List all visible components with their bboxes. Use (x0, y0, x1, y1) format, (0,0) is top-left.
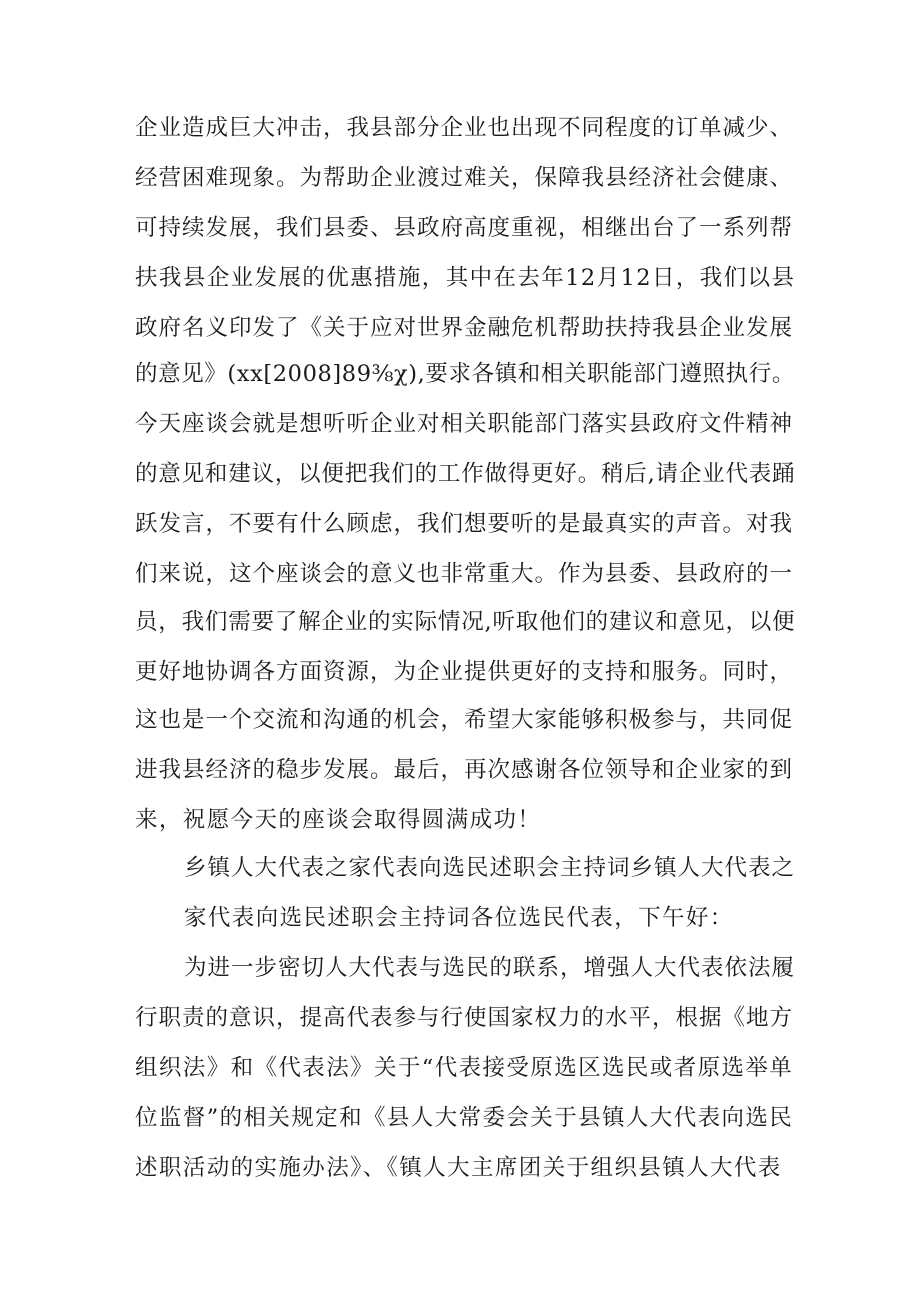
paragraph-line: 政府名义印发了《关于应对世界金融危机帮助扶持我县企业发展 (135, 315, 794, 341)
heading-line: 乡镇人大代表之家代表向选民述职会主持词乡镇人大代表之 (184, 855, 796, 881)
paragraph-line: 员，我们需要了解企业的实际情况,听取他们的建议和意见，以便 (135, 609, 796, 635)
paragraph-line: 今天座谈会就是想听听企业对相关职能部门落实县政府文件精神 (135, 411, 794, 437)
paragraph-line: 位监督”的相关规定和《县人大常委会关于县镇人大代表向选民 (135, 1105, 794, 1131)
paragraph-line: 跃发言，不要有什么顾虑，我们想要听的是最真实的声音。对我 (135, 511, 794, 537)
paragraph-line: 行职责的意识，提高代表参与行使国家权力的水平，根据《地方 (135, 1005, 794, 1031)
paragraph-line: 这也是一个交流和沟通的机会，希望大家能够积极参与，共同促 (135, 707, 794, 733)
paragraph-line: 企业造成巨大冲击，我县部分企业也出现不同程度的订单减少、 (135, 115, 794, 141)
paragraph-line: 的意见和建议，以便把我们的工作做得更好。稍后,请企业代表踊 (135, 461, 796, 487)
paragraph-line: 的意见》(xx[2008]89⅜χ),要求各镇和相关职能部门遵照执行。 (135, 361, 795, 387)
paragraph-line: 们来说，这个座谈会的意义也非常重大。作为县委、县政府的一 (135, 561, 794, 587)
paragraph-line: 为进一步密切人大代表与选民的联系，增强人大代表依法履 (184, 955, 796, 981)
paragraph-line: 可持续发展，我们县委、县政府高度重视，相继出台了一系列帮 (135, 215, 794, 241)
paragraph-line: 扶我县企业发展的优惠措施，其中在去年12月12日，我们以县 (135, 265, 796, 291)
paragraph-line: 更好地协调各方面资源，为企业提供更好的支持和服务。同时， (135, 659, 794, 685)
paragraph-line: 组织法》和《代表法》关于“代表接受原选区选民或者原选举单 (135, 1055, 794, 1081)
paragraph-line: 来，祝愿今天的座谈会取得圆满成功！ (135, 807, 542, 833)
paragraph-line: 述职活动的实施办法》、《镇人大主席团关于组织县镇人大代表 (135, 1155, 782, 1181)
heading-line: 家代表向选民述职会主持词各位选民代表，下午好： (184, 905, 734, 931)
paragraph-line: 经营困难现象。为帮助企业渡过难关，保障我县经济社会健康、 (135, 165, 794, 191)
paragraph-line: 进我县经济的稳步发展。最后，再次感谢各位领导和企业家的到 (135, 757, 794, 783)
